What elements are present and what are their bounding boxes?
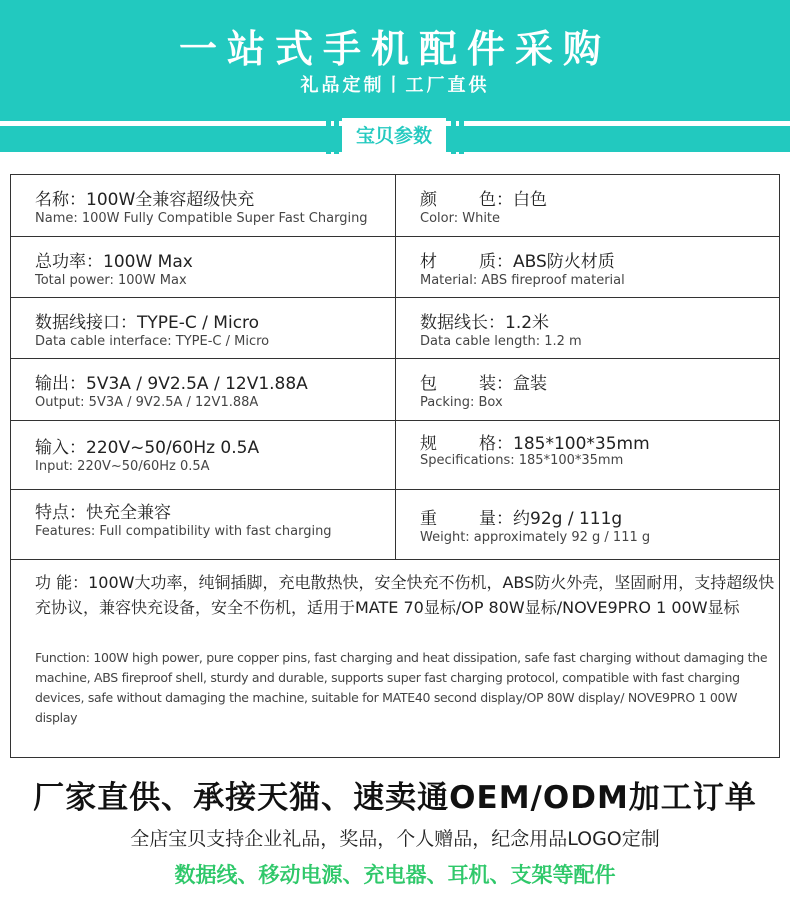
section-bar-right-outer bbox=[459, 118, 464, 154]
spec-value: ABS防火材质 bbox=[513, 252, 615, 272]
spec-value: 白色 bbox=[513, 190, 547, 210]
spec-label: 输出： bbox=[35, 374, 86, 394]
function-english: Function: 100W high power, pure copper pins, fast charging and heat dissipation, safe fast charging without damaging the machine, ABS fireproof shell, sturdy and durable, supports super fast charging protocol, compatible with fast charging devices, safe without damaging the machine, suitable for MATE40 second display/OP 80W display/ NOVE9PRO 1 00W display bbox=[35, 650, 768, 725]
spec-english: Material: ABS fireproof material bbox=[420, 273, 625, 288]
spec-cell-specifications bbox=[396, 421, 779, 489]
spec-row bbox=[11, 298, 779, 359]
spec-label-char: 材 bbox=[420, 252, 437, 272]
spec-value: 盒装 bbox=[513, 374, 547, 394]
spec-row bbox=[11, 359, 779, 421]
spec-english: Data cable length: 1.2 m bbox=[420, 334, 582, 349]
spec-label-char: 量： bbox=[479, 509, 513, 529]
spec-english: Output: 5V3A / 9V2.5A / 12V1.88A bbox=[35, 395, 259, 410]
spec-cell-packing bbox=[396, 359, 779, 420]
spec-english: Name: 100W Fully Compatible Super Fast Charging bbox=[35, 211, 368, 226]
footer-title: 厂家直供、承接天猫、速卖通OEM/ODM加工订单 bbox=[33, 780, 757, 816]
spec-value: 约92g / 111g bbox=[513, 509, 623, 529]
spec-english: Color: White bbox=[420, 211, 501, 226]
footer-subtitle: 全店宝贝支持企业礼品，奖品，个人赠品，纪念用品LOGO定制 bbox=[130, 828, 660, 850]
section-bar-left-inner bbox=[334, 118, 339, 154]
spec-label-char: 质： bbox=[479, 252, 513, 272]
spec-cell-features bbox=[11, 490, 396, 559]
spec-cell-cable-length bbox=[396, 298, 779, 358]
spec-english: Weight: approximately 92 g / 111 g bbox=[420, 530, 651, 545]
spec-row bbox=[11, 175, 779, 237]
spec-cell-cable-interface bbox=[11, 298, 396, 358]
spec-label-char: 格： bbox=[479, 434, 513, 454]
header-banner bbox=[0, 0, 790, 116]
spec-row bbox=[11, 421, 779, 490]
spec-value: 5V3A / 9V2.5A / 12V1.88A bbox=[86, 374, 308, 394]
spec-label-char: 规 bbox=[420, 434, 437, 454]
footer-categories: 数据线、移动电源、充电器、耳机、支架等配件 bbox=[174, 863, 616, 887]
spec-label-char: 颜 bbox=[420, 190, 437, 210]
spec-row bbox=[11, 490, 779, 560]
section-title: 宝贝参数 bbox=[342, 118, 446, 154]
spec-cell-weight bbox=[396, 490, 779, 559]
spec-cell-color bbox=[396, 175, 779, 236]
spec-label-char: 包 bbox=[420, 374, 437, 394]
spec-cell-output bbox=[11, 359, 396, 420]
spec-cell-input bbox=[11, 421, 396, 489]
section-bar-right-inner bbox=[451, 118, 456, 154]
spec-english: Input: 220V~50/60Hz 0.5A bbox=[35, 459, 210, 474]
spec-english: Total power: 100W Max bbox=[35, 273, 187, 288]
spec-english: Data cable interface: TYPE-C / Micro bbox=[35, 334, 270, 349]
spec-label: 数据线长： bbox=[420, 313, 505, 333]
spec-label: 输入： bbox=[35, 438, 86, 458]
spec-value: 185*100*35mm bbox=[513, 434, 650, 454]
spec-label: 特点： bbox=[35, 503, 86, 523]
spec-value: 100W Max bbox=[103, 252, 193, 272]
spec-value: 220V~50/60Hz 0.5A bbox=[86, 438, 260, 458]
spec-value: 快充全兼容 bbox=[86, 503, 171, 523]
spec-value: 100W全兼容超级快充 bbox=[86, 190, 255, 210]
spec-english: Packing: Box bbox=[420, 395, 503, 410]
spec-table bbox=[10, 174, 780, 758]
spec-label: 数据线接口： bbox=[35, 313, 137, 333]
spec-label-char: 装： bbox=[479, 374, 513, 394]
spec-value: TYPE-C / Micro bbox=[137, 313, 260, 333]
spec-cell-material bbox=[396, 237, 779, 297]
spec-label: 名称： bbox=[35, 190, 86, 210]
function-description bbox=[11, 560, 779, 757]
section-bar-left-outer bbox=[326, 118, 331, 154]
spec-value: 1.2米 bbox=[505, 313, 550, 333]
function-chinese: 功 能：100W大功率，纯铜插脚，充电散热快，安全快充不伤机，ABS防火外壳，坚固耐用，支持超级快充协议，兼容快充设备，安全不伤机，适用于MATE 70显标/OP 80W显标/NOVE9PRO 1 00W显标 bbox=[35, 573, 775, 617]
spec-english: Features: Full compatibility with fast charging bbox=[35, 524, 332, 539]
spec-cell-total-power bbox=[11, 237, 396, 297]
spec-label-char: 色： bbox=[479, 190, 513, 210]
spec-label-char: 重 bbox=[420, 509, 437, 529]
spec-cell-name bbox=[11, 175, 396, 236]
spec-row bbox=[11, 237, 779, 298]
banner-subtitle: 礼品定制丨工厂直供 bbox=[300, 75, 490, 96]
spec-english: Specifications: 185*100*35mm bbox=[420, 453, 624, 468]
spec-label: 总功率： bbox=[35, 252, 103, 272]
banner-title: 一站式手机配件采购 bbox=[178, 27, 611, 71]
